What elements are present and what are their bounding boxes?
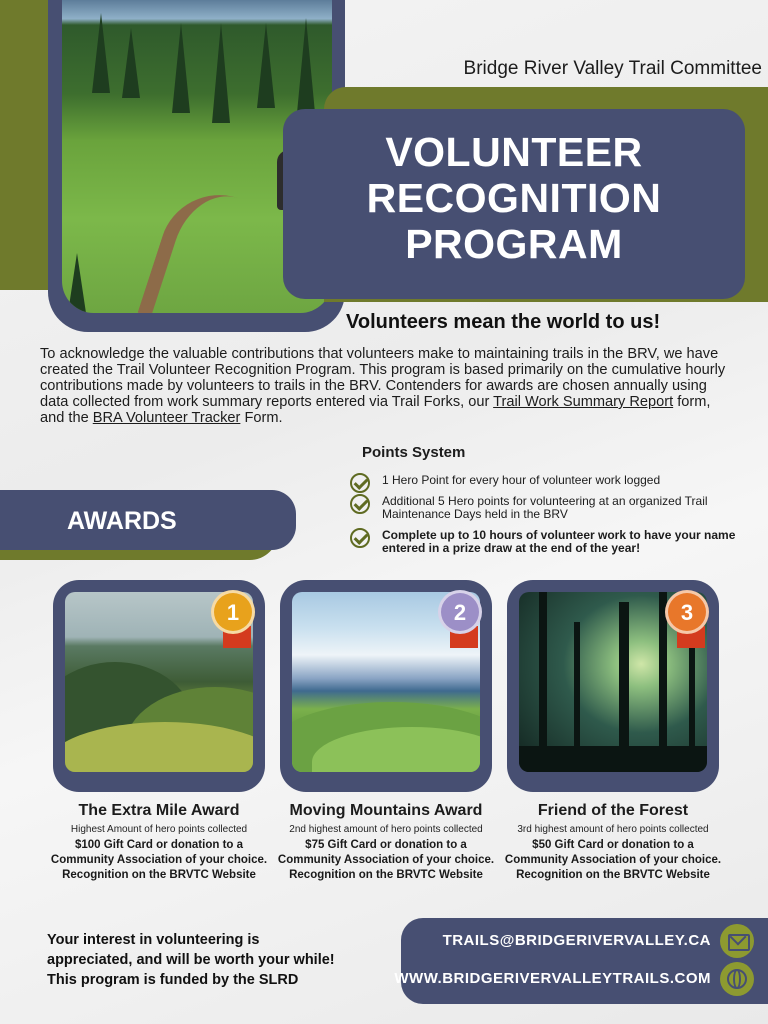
points-list bbox=[350, 474, 760, 563]
points-item bbox=[350, 474, 760, 487]
award-subtitle: 2nd highest amount of hero points collected bbox=[289, 824, 483, 835]
award-card-1 bbox=[53, 580, 265, 792]
award-prize-line: Community Association of your choice. bbox=[504, 854, 722, 866]
award-prize bbox=[483, 838, 743, 883]
checkmark-icon bbox=[350, 528, 370, 548]
medal-rank: 1 bbox=[226, 600, 240, 625]
checkmark-icon bbox=[350, 494, 370, 514]
award-prize bbox=[256, 838, 516, 883]
points-item-text: 1 Hero Point for every hour of volunteer work logged bbox=[382, 473, 661, 487]
award-subtitle: 3rd highest amount of hero points collected bbox=[517, 824, 709, 835]
footer-line: Your interest in volunteering is bbox=[47, 932, 260, 948]
intro-paragraph bbox=[40, 346, 730, 426]
medal-rank: 3 bbox=[680, 600, 694, 625]
awards-banner: AWARDS bbox=[0, 490, 296, 550]
gold-medal-icon bbox=[211, 590, 255, 634]
award-prize-line: $50 Gift Card or donation to a bbox=[532, 839, 694, 851]
award-prize-line: $75 Gift Card or donation to a bbox=[305, 839, 467, 851]
points-system-heading: Points System bbox=[362, 444, 466, 461]
award-title: Moving Mountains Award bbox=[289, 802, 483, 819]
points-item bbox=[350, 529, 760, 555]
award-title: Friend of the Forest bbox=[537, 802, 689, 819]
dirt-trail bbox=[138, 180, 267, 313]
intro-text-1: To acknowledge the valuable contributions that volunteers make to maintaining trails in the BRV, we have created the Trail Volunteer Recognition Program. This program is based primarily on the cumulative hourly contributions made by volunteers to trails in the BRV. Contenders for awards are chosen annually using data collected from work summary reports entered via Trail Forks, our bbox=[40, 346, 726, 410]
award-prize-line: Recognition on the BRVTC Website bbox=[516, 869, 710, 881]
award-prize-line: Community Association of your choice. bbox=[277, 854, 495, 866]
tagline: Volunteers mean the world to us! bbox=[346, 311, 661, 333]
award-prize bbox=[29, 838, 289, 883]
footer-message bbox=[47, 930, 377, 990]
award-prize-line: Community Association of your choice. bbox=[50, 854, 268, 866]
title-line-1: VOLUNTEER bbox=[385, 129, 643, 175]
points-item-text: Additional 5 Hero points for volunteering at an organized Trail Maintenance Days held in the BRV bbox=[382, 494, 708, 521]
title-line-2: RECOGNITION bbox=[366, 175, 662, 221]
award-prize-line: Recognition on the BRVTC Website bbox=[289, 869, 483, 881]
footer-line: appreciated, and will be worth your while! bbox=[47, 952, 335, 968]
bra-volunteer-tracker-link[interactable]: BRA Volunteer Tracker bbox=[92, 410, 241, 426]
contact-box bbox=[394, 918, 768, 1004]
award-prize-line: $100 Gift Card or donation to a bbox=[74, 839, 244, 851]
points-item-text: Complete up to 10 hours of volunteer work to have your name entered in a prize draw at the end of the year! bbox=[382, 528, 736, 555]
intro-text-3: Form. bbox=[240, 410, 283, 426]
globe-icon[interactable] bbox=[720, 962, 754, 996]
title-box bbox=[283, 109, 745, 299]
award-title: The Extra Mile Award bbox=[78, 802, 240, 819]
intro-text-2: form, and the bbox=[40, 394, 711, 426]
award-card-3 bbox=[507, 580, 719, 792]
website-link[interactable]: WWW.BRIDGERIVERVALLEYTRAILS.COM bbox=[394, 970, 711, 987]
trail-work-summary-link[interactable]: Trail Work Summary Report bbox=[493, 394, 674, 410]
title-line-3: PROGRAM bbox=[405, 221, 623, 267]
organization-name: Bridge River Valley Trail Committee bbox=[463, 58, 762, 79]
award-prize-line: Recognition on the BRVTC Website bbox=[62, 869, 256, 881]
points-item bbox=[350, 495, 760, 521]
mail-icon[interactable] bbox=[720, 924, 754, 958]
footer-line: This program is funded by the SLRD bbox=[47, 972, 299, 988]
silver-medal-icon bbox=[438, 590, 482, 634]
checkmark-icon bbox=[350, 473, 370, 493]
email-link[interactable]: TRAILS@BRIDGERIVERVALLEY.CA bbox=[442, 932, 711, 949]
bronze-medal-icon bbox=[665, 590, 709, 634]
award-card-2 bbox=[280, 580, 492, 792]
award-subtitle: Highest Amount of hero points collected bbox=[70, 824, 248, 835]
medal-rank: 2 bbox=[453, 600, 467, 625]
